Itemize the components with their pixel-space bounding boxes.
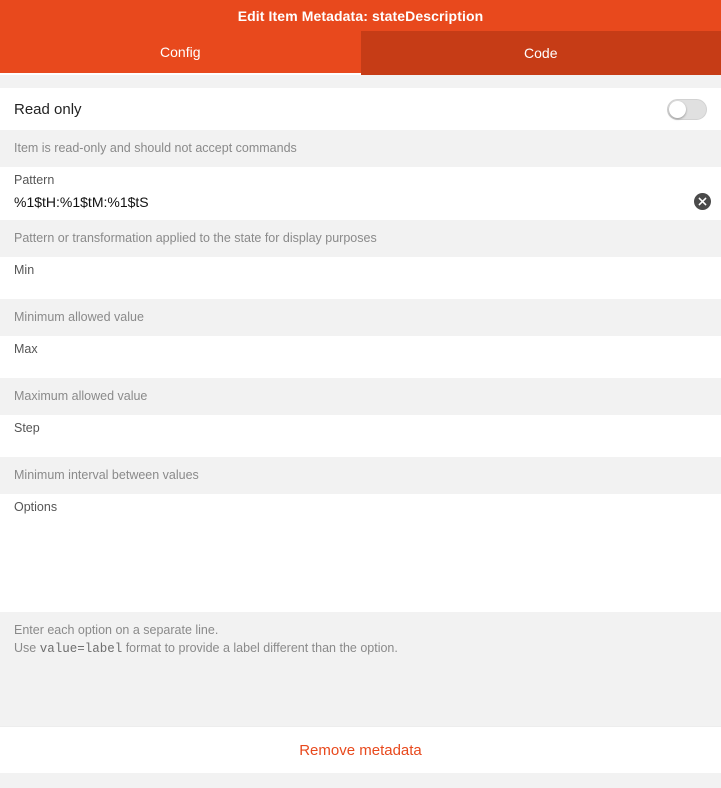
clear-circle-icon[interactable] [694, 193, 711, 210]
tab-config[interactable] [0, 31, 361, 75]
tab-config-label: Config [160, 44, 201, 60]
min-label: Min [14, 262, 35, 277]
page-title: Edit Item Metadata: stateDescription [237, 7, 484, 24]
options-helper [0, 612, 721, 668]
config-form [0, 75, 721, 788]
readonly-toggle[interactable] [667, 99, 707, 120]
max-field[interactable] [0, 336, 721, 378]
readonly-toggle-knob [669, 101, 686, 118]
options-textarea[interactable] [14, 519, 707, 603]
max-helper: Maximum allowed value [0, 378, 721, 415]
tab-code[interactable] [361, 31, 721, 75]
remove-metadata-button[interactable] [0, 726, 721, 773]
options-label: Options [14, 500, 58, 515]
max-label: Max [14, 341, 38, 356]
min-input[interactable] [14, 282, 707, 301]
step-field[interactable] [0, 415, 721, 457]
max-input[interactable] [14, 361, 707, 380]
step-label: Step [14, 421, 40, 435]
tab-bar [0, 31, 721, 75]
bottom-spacer [0, 668, 721, 726]
step-input[interactable] [14, 440, 707, 459]
pattern-field[interactable] [0, 167, 721, 220]
options-field[interactable] [0, 494, 721, 612]
min-field[interactable] [0, 257, 721, 299]
tab-code-label: Code [524, 45, 558, 61]
options-helper-code: value=label [39, 642, 123, 657]
options-helper-line2 [14, 639, 707, 658]
readonly-label: Read only [14, 100, 82, 118]
readonly-helper: Item is read-only and should not accept commands [0, 130, 721, 167]
readonly-row[interactable] [0, 88, 721, 130]
min-helper: Minimum allowed value [0, 299, 721, 336]
dialog-titlebar [0, 0, 721, 31]
pattern-input[interactable] [14, 192, 707, 211]
options-helper-pre: Use [14, 641, 40, 656]
top-spacer [0, 75, 721, 88]
remove-metadata-label: Remove metadata [299, 741, 422, 759]
options-helper-post: format to provide a label different than the option. [122, 641, 398, 656]
pattern-helper: Pattern or transformation applied to the state for display purposes [0, 220, 721, 257]
options-helper-line1: Enter each option on a separate line. [14, 623, 219, 638]
pattern-label: Pattern [14, 173, 55, 188]
footer-spacer [0, 773, 721, 788]
step-helper: Minimum interval between values [0, 457, 721, 494]
